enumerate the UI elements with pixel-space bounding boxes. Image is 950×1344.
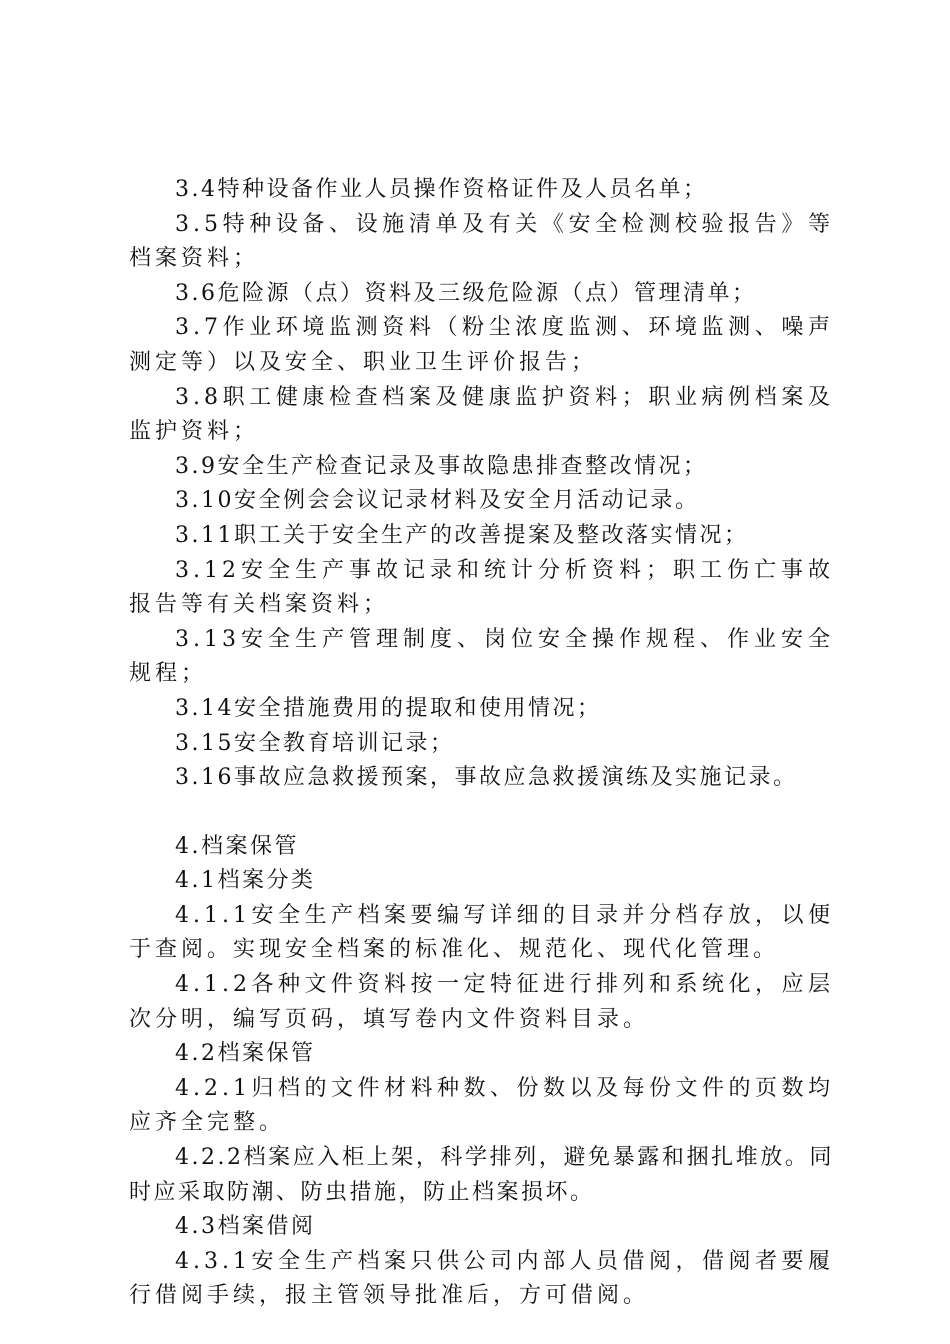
heading-4-3: 4.3档案借阅 bbox=[175, 1214, 316, 1240]
item-4-2-1: 4.2.1归档的文件材料种数、份数以及每份文件的页数均应齐全完整。 bbox=[129, 1075, 834, 1136]
item-3-5: 3.5特种设备、设施清单及有关《安全检测校验报告》等档案资料； bbox=[129, 211, 834, 272]
item-3-12: 3.12安全生产事故记录和统计分析资料；职工伤亡事故报告等有关档案资料； bbox=[129, 557, 834, 618]
item-4-1-2: 4.1.2各种文件资料按一定特征进行排列和系统化，应层次分明，编写页码，填写卷内文件资料目录。 bbox=[129, 972, 834, 1032]
item-3-7: 3.7作业环境监测资料（粉尘浓度监测、环境监测、噪声测定等）以及安全、职业卫生评价报告； bbox=[129, 315, 834, 375]
section-gap bbox=[129, 796, 834, 830]
item-3-11: 3.11职工关于安全生产的改善提案及整改落实情况； bbox=[175, 522, 749, 548]
heading-4-2: 4.2档案保管 bbox=[175, 1041, 316, 1067]
item-3-4: 3.4特种设备作业人员操作资格证件及人员名单； bbox=[175, 177, 708, 202]
item-4-2-2: 4.2.2档案应入柜上架，科学排列，避免暴露和捆扎堆放。同时应采取防潮、防虫措施，防止档案损坏。 bbox=[129, 1145, 834, 1205]
item-4-1-1: 4.1.1安全生产档案要编写详细的目录并分档存放，以便于查阅。实现安全档案的标准化、规范化、现代化管理。 bbox=[129, 902, 834, 963]
item-3-15: 3.15安全教育培训记录； bbox=[175, 730, 455, 756]
item-3-13: 3.13安全生产管理制度、岗位安全操作规程、作业安全规程； bbox=[129, 626, 834, 687]
item-4-3-1: 4.3.1安全生产档案只供公司内部人员借阅，借阅者要履行借阅手续，报主管领导批准后，方可借阅。 bbox=[129, 1248, 834, 1309]
item-3-9: 3.9安全生产检查记录及事故隐患排查整改情况； bbox=[175, 453, 708, 479]
document-body bbox=[129, 173, 834, 1314]
item-3-6: 3.6危险源（点）资料及三级危险源（点）管理清单； bbox=[175, 280, 757, 306]
item-3-16: 3.16事故应急救援预案，事故应急救援演练及实施记录。 bbox=[175, 765, 798, 791]
item-3-14: 3.14安全措施费用的提取和使用情况； bbox=[175, 695, 602, 721]
item-3-10: 3.10安全例会会议记录材料及安全月活动记录。 bbox=[175, 488, 700, 514]
heading-4: 4.档案保管 bbox=[175, 833, 299, 859]
item-3-8: 3.8职工健康检查档案及健康监护资料；职业病例档案及监护资料； bbox=[129, 384, 834, 445]
heading-4-1: 4.1档案分类 bbox=[175, 868, 316, 894]
